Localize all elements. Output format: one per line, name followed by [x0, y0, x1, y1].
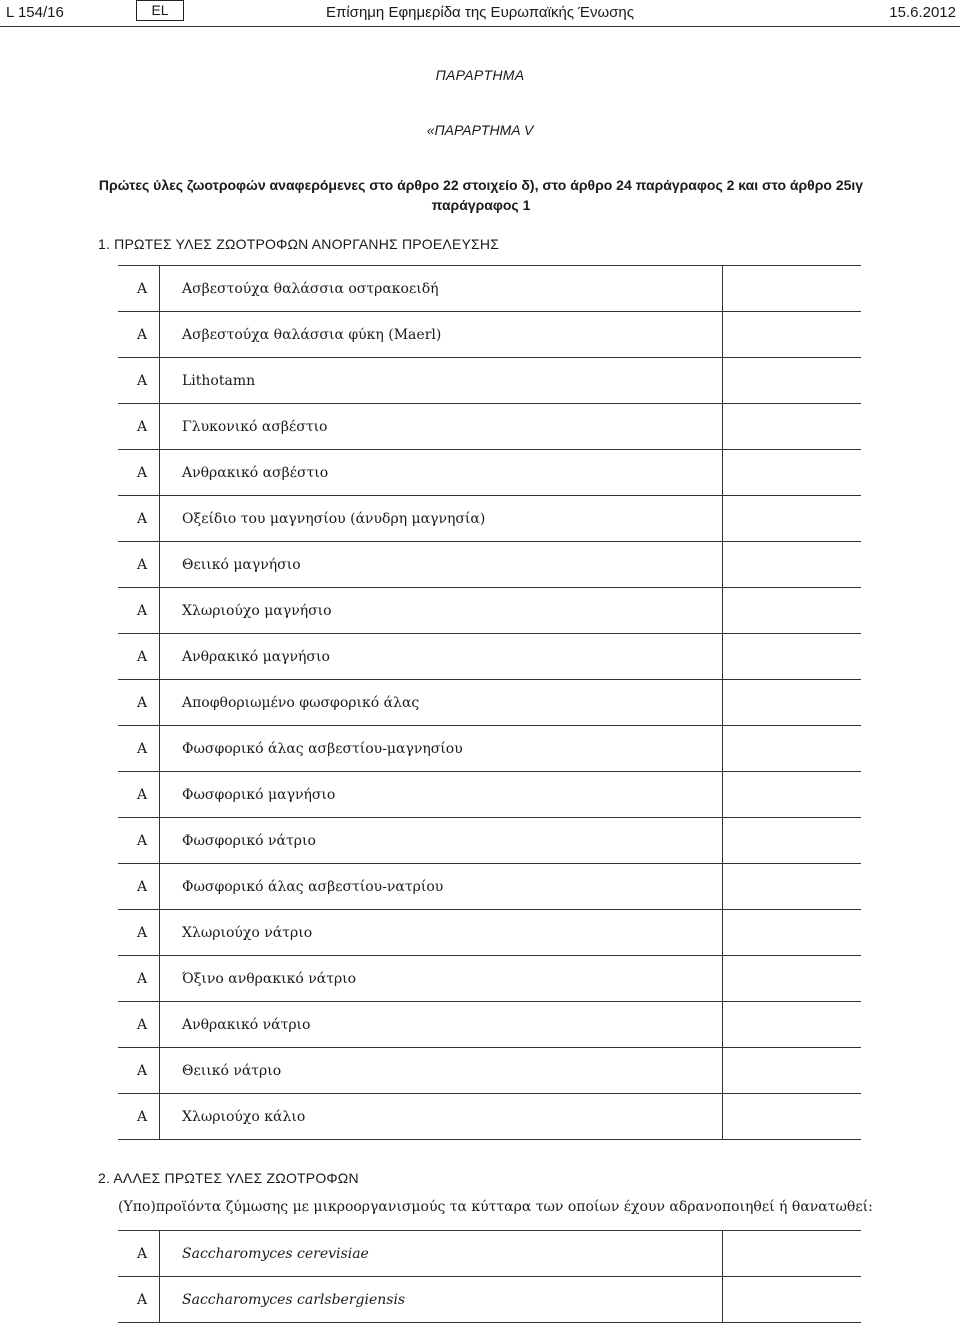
material-name: Φωσφορικό μαγνήσιο — [182, 786, 336, 803]
status-code-cell — [118, 450, 160, 496]
material-name: Θειικό μαγνήσιο — [182, 556, 301, 573]
note-cell — [723, 542, 862, 588]
status-code: A — [137, 648, 148, 665]
status-code: A — [137, 1245, 148, 1262]
status-code-cell — [118, 1094, 160, 1140]
material-name-cell — [160, 680, 723, 726]
material-name: Χλωριούχο νάτριο — [182, 924, 313, 941]
status-code-cell — [118, 542, 160, 588]
status-code-cell — [118, 358, 160, 404]
journal-title: Επίσημη Εφημερίδα της Ευρωπαϊκής Ένωσης — [326, 4, 634, 21]
status-code: A — [137, 326, 148, 343]
note-cell — [723, 588, 862, 634]
section-2-intro: (Υπο)προϊόντα ζύμωσης με μικροοργανισμούς τα κύτταρα των οποίων έχουν αδρανοποιηθεί ή θανατωθεί: — [118, 1199, 873, 1215]
annex-subtitle: «ΠΑΡΑΡΤΗΜΑ V — [426, 122, 534, 138]
status-code: A — [137, 602, 148, 619]
section-1-title: 1. ΠΡΩΤΕΣ ΥΛΕΣ ΖΩΟΤΡΟΦΩΝ ΑΝΟΡΓΑΝΗΣ ΠΡΟΕΛΕΥΣΗΣ — [98, 236, 500, 252]
page-reference: L 154/16 — [6, 4, 64, 21]
material-name: Χλωριούχο κάλιο — [182, 1108, 306, 1125]
table-row — [118, 772, 861, 818]
status-code: A — [137, 1062, 148, 1079]
table-row — [118, 910, 861, 956]
page-header — [0, 0, 960, 27]
table-row — [118, 1094, 861, 1140]
status-code: A — [137, 280, 148, 297]
status-code-cell — [118, 1277, 160, 1323]
note-cell — [723, 312, 862, 358]
status-code: A — [137, 924, 148, 941]
table-row — [118, 266, 861, 312]
note-cell — [723, 266, 862, 312]
status-code: A — [137, 1291, 148, 1308]
table-row — [118, 634, 861, 680]
note-cell — [723, 1002, 862, 1048]
material-name: Φωσφορικό άλας ασβεστίου-νατρίου — [182, 878, 444, 895]
status-code-cell — [118, 818, 160, 864]
status-code-cell — [118, 772, 160, 818]
material-name: Οξείδιο του μαγνησίου (άνυδρη μαγνησία) — [182, 510, 486, 527]
table-row — [118, 496, 861, 542]
section-1-table — [118, 265, 861, 1140]
status-code: A — [137, 1108, 148, 1125]
material-name-cell — [160, 266, 723, 312]
table-row — [118, 588, 861, 634]
note-cell — [723, 450, 862, 496]
status-code-cell — [118, 680, 160, 726]
note-cell — [723, 818, 862, 864]
material-name-cell — [160, 1231, 723, 1277]
material-name: Φωσφορικό νάτριο — [182, 832, 316, 849]
material-name: Ανθρακικό μαγνήσιο — [182, 648, 330, 665]
status-code: A — [137, 878, 148, 895]
material-name-cell — [160, 450, 723, 496]
note-cell — [723, 680, 862, 726]
note-cell — [723, 910, 862, 956]
material-name-cell — [160, 1048, 723, 1094]
material-name: Saccharomyces cerevisiae — [182, 1245, 369, 1262]
note-cell — [723, 634, 862, 680]
table-row — [118, 680, 861, 726]
status-code-cell — [118, 634, 160, 680]
language-badge: EL — [136, 0, 184, 21]
status-code-cell — [118, 404, 160, 450]
table-row — [118, 404, 861, 450]
note-cell — [723, 1277, 862, 1323]
material-name-cell — [160, 588, 723, 634]
section-2-title: 2. ΑΛΛΕΣ ΠΡΩΤΕΣ ΥΛΕΣ ΖΩΟΤΡΟΦΩΝ — [98, 1170, 359, 1186]
material-name: Lithotamn — [182, 372, 256, 389]
material-name: Ασβεστούχα θαλάσσια οστρακοειδή — [182, 280, 439, 297]
material-name-cell — [160, 956, 723, 1002]
table-row — [118, 1231, 861, 1277]
status-code: A — [137, 556, 148, 573]
table-row — [118, 358, 861, 404]
status-code-cell — [118, 956, 160, 1002]
material-name: Ανθρακικό ασβέστιο — [182, 464, 329, 481]
status-code-cell — [118, 588, 160, 634]
note-cell — [723, 358, 862, 404]
status-code-cell — [118, 312, 160, 358]
status-code-cell — [118, 726, 160, 772]
table-row — [118, 726, 861, 772]
status-code: A — [137, 694, 148, 711]
material-name-cell — [160, 910, 723, 956]
status-code: A — [137, 1016, 148, 1033]
status-code-cell — [118, 910, 160, 956]
note-cell — [723, 404, 862, 450]
material-name-cell — [160, 542, 723, 588]
status-code-cell — [118, 864, 160, 910]
table-row — [118, 542, 861, 588]
material-name-cell — [160, 864, 723, 910]
material-name: Αποφθοριωμένο φωσφορικό άλας — [182, 694, 420, 711]
status-code: A — [137, 510, 148, 527]
material-name: Ανθρακικό νάτριο — [182, 1016, 311, 1033]
status-code: A — [137, 372, 148, 389]
status-code-cell — [118, 496, 160, 542]
status-code-cell — [118, 266, 160, 312]
note-cell — [723, 956, 862, 1002]
section-2-table — [118, 1230, 861, 1323]
material-name: Γλυκονικό ασβέστιο — [182, 418, 328, 435]
note-cell — [723, 772, 862, 818]
material-name: Saccharomyces carlsbergiensis — [182, 1291, 406, 1308]
material-name: Θειικό νάτριο — [182, 1062, 282, 1079]
note-cell — [723, 726, 862, 772]
status-code: A — [137, 970, 148, 987]
material-name: Χλωριούχο μαγνήσιο — [182, 602, 332, 619]
material-name-cell — [160, 634, 723, 680]
annex-title: ΠΑΡΑΡΤΗΜΑ — [435, 67, 525, 83]
table-row — [118, 450, 861, 496]
table-row — [118, 1048, 861, 1094]
annex-heading: Πρώτες ύλες ζωοτροφών αναφερόμενες στο άρθρο 22 στοιχείο δ), στο άρθρο 24 παράγραφος 2 και στο άρθρο 25ιγ παράγραφος 1 — [98, 177, 864, 213]
material-name-cell — [160, 818, 723, 864]
table-row — [118, 864, 861, 910]
material-name-cell — [160, 1094, 723, 1140]
material-name-cell — [160, 496, 723, 542]
table-row — [118, 312, 861, 358]
note-cell — [723, 1231, 862, 1277]
material-name-cell — [160, 726, 723, 772]
status-code: A — [137, 464, 148, 481]
material-name-cell — [160, 404, 723, 450]
material-name-cell — [160, 312, 723, 358]
status-code-cell — [118, 1048, 160, 1094]
material-name-cell — [160, 772, 723, 818]
status-code: A — [137, 418, 148, 435]
note-cell — [723, 1094, 862, 1140]
material-name-cell — [160, 1002, 723, 1048]
material-name-cell — [160, 358, 723, 404]
status-code: A — [137, 786, 148, 803]
note-cell — [723, 496, 862, 542]
status-code-cell — [118, 1231, 160, 1277]
table-row — [118, 1277, 861, 1323]
table-row — [118, 956, 861, 1002]
status-code: A — [137, 740, 148, 757]
material-name: Ασβεστούχα θαλάσσια φύκη (Maerl) — [182, 326, 442, 343]
table-row — [118, 818, 861, 864]
material-name-cell — [160, 1277, 723, 1323]
publication-date: 15.6.2012 — [889, 4, 956, 21]
note-cell — [723, 864, 862, 910]
material-name: Όξινο ανθρακικό νάτριο — [182, 970, 357, 987]
status-code: A — [137, 832, 148, 849]
note-cell — [723, 1048, 862, 1094]
table-row — [118, 1002, 861, 1048]
material-name: Φωσφορικό άλας ασβεστίου-μαγνησίου — [182, 740, 463, 757]
status-code-cell — [118, 1002, 160, 1048]
